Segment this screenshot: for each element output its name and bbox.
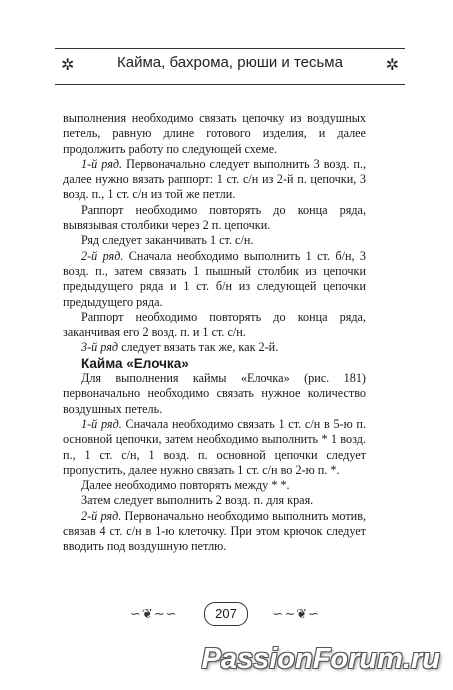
paragraph [63,249,366,310]
header-rule-top [55,48,405,49]
page-footer [130,599,320,629]
paragraph [63,417,366,478]
paragraph-text: следует вязать так же, как 2-й. [118,340,279,355]
page-number: 207 [204,602,248,626]
swirl-ornament-icon: ∽∼❦∽ [272,606,320,621]
running-header-title: Кайма, бахрома, рюши и тесьма [117,54,343,71]
paragraph: Раппорт необходимо повторять до конца ряда, вывязывая столбики через 2 п. цепочки. [63,202,366,233]
paragraph-text: Сначала необходимо связать 1 ст. с/н в 5-ю п. основной цепочки, затем необходимо выполнить * 1 возд. п., 1 ст. с/н, 1 возд. п. основной цепочки следует пропустить, далее нужно связать 1 ст. с/н во 2-ю п. *. [63,416,366,477]
row-label: 2-й ряд. [81,248,124,263]
paragraph: Далее необходимо повторять между * *. [81,478,290,493]
watermark: PassionForum.ru [201,643,440,675]
swirl-ornament-icon: ∽❦∼∽ [130,606,178,621]
paragraph [63,157,366,203]
paragraph-text: Первоначально необходимо выполнить мотив, связав 4 ст. с/н в 1-ю клеточку. При этом крючок следует вводить под воздушную петлю. [63,508,367,554]
row-label: 2-й ряд. [81,508,122,523]
paragraph: Затем следует выполнить 2 возд. п. для края. [81,493,314,508]
paragraph: Для выполнения каймы «Елочка» (рис. 181) первоначально необходимо связать нужное количество воздушных петель. [63,371,366,416]
paragraph [63,509,366,555]
page-body [63,111,366,555]
row-label: 1-й ряд. [81,156,123,171]
section-heading: Кайма «Елочка» [81,355,189,371]
running-header [55,44,405,90]
row-label: 3-й ряд [81,340,119,355]
paragraph [63,340,366,355]
paragraph: выполнения необходимо связать цепочку из воздушных петель, равную длине готового изделия, и далее продолжить работу по следующей схеме. [63,111,366,156]
paragraph: Ряд следует заканчивать 1 ст. с/н. [81,233,254,248]
row-label: 1-й ряд. [81,416,122,431]
paragraph: Раппорт необходимо повторять до конца ряда, заканчивая его 2 возд. п. и 1 ст. с/н. [63,309,366,340]
header-rule-bottom [55,84,405,85]
paragraph-text: Сначала необходимо выполнить 1 ст. б/н, 3 возд. п., затем связать 1 пышный столбик из цепочки предыдущего ряда и 1 ст. б/н из следующей цепочки предыдущего ряда. [63,248,366,309]
flower-ornament-icon: ✲ [385,57,399,74]
flower-ornament-icon: ✲ [61,57,75,74]
paragraph-text: Первоначально следует выполнить 3 возд. п., далее нужно вязать раппорт: 1 ст. с/н из 2-й п. цепочки, 3 возд. п., 1 ст. с/н из той же петли. [63,156,367,202]
